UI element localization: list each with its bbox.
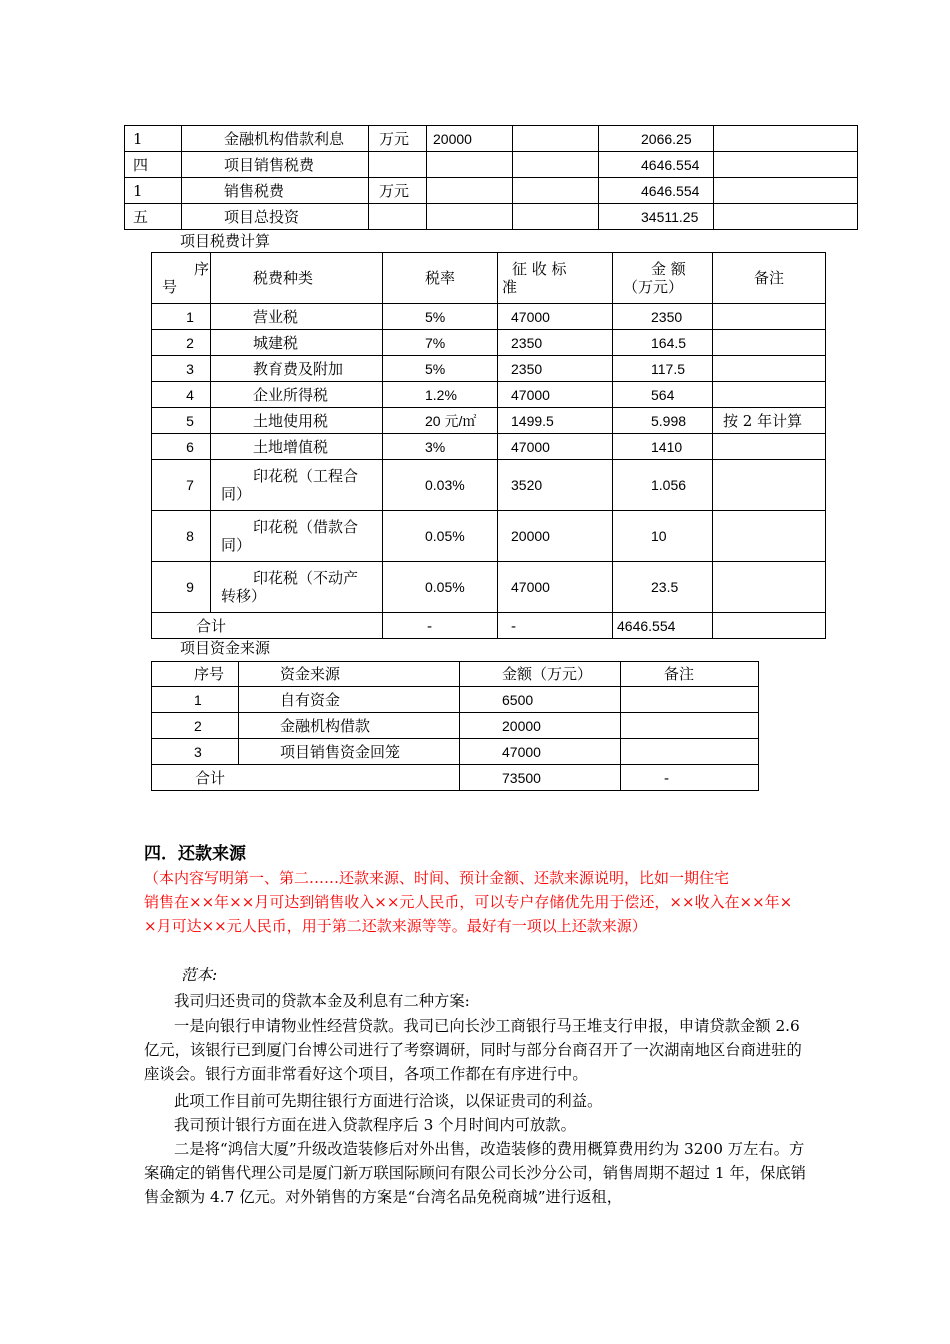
cell-note: 按 2 年计算	[713, 408, 826, 434]
cell-kind: 土地使用税	[211, 408, 383, 434]
table-cell	[513, 204, 599, 230]
cell-kind: 土地增值税	[211, 434, 383, 460]
table-cell	[513, 178, 599, 204]
paragraph: 我司归还贵司的贷款本金及利息有二种方案:	[174, 992, 470, 1010]
cell-kind: 企业所得税	[211, 382, 383, 408]
table-row	[152, 460, 826, 511]
table-cell	[513, 126, 599, 152]
cell-seq: 1	[152, 687, 239, 713]
total-note	[713, 613, 826, 639]
cell-kind-line: 同）	[221, 536, 252, 554]
cell-seq: 4	[152, 382, 211, 408]
cell-note	[713, 330, 826, 356]
cell-kind	[211, 562, 383, 613]
cell-base: 47000	[498, 562, 613, 613]
table-row	[152, 434, 826, 460]
cell-note	[713, 460, 826, 511]
table-row	[152, 687, 759, 713]
cell-rate: 3%	[383, 434, 498, 460]
total-label: 合计	[152, 613, 383, 639]
table-row	[152, 408, 826, 434]
table-row	[125, 204, 858, 230]
table-cell	[427, 204, 513, 230]
fund-table-caption: 项目资金来源	[180, 639, 271, 657]
cell-rate: 1.2%	[383, 382, 498, 408]
table-cell	[714, 178, 858, 204]
paragraph: 我司预计银行方面在进入贷款程序后 3 个月时间内可放款。	[174, 1116, 576, 1134]
table-cell	[369, 204, 427, 230]
table-cell: 销售税费	[182, 178, 369, 204]
table-cell: 项目总投资	[182, 204, 369, 230]
cell-amount: 164.5	[613, 330, 713, 356]
cell-seq: 5	[152, 408, 211, 434]
table-cell: 项目销售税费	[182, 152, 369, 178]
cell-amount: 564	[613, 382, 713, 408]
header-amount: 金 额 （万元）	[613, 253, 713, 304]
paragraph: 二是将“鸿信大厦”升级改造装修后对外出售，改造装修的费用概算费用约为 3200 万左右。方案确定的销售代理公司是厦门新万联国际顾问有限公司长沙分公司，销售周期不超过 1 年，保底销售金额为 4.7 亿元。对外销售的方案是“台湾名品免税商城”进行返租，	[144, 1140, 806, 1206]
cell-rate: 20 元/㎡	[383, 408, 498, 434]
cell-seq: 9	[152, 562, 211, 613]
cell-base: 1499.5	[498, 408, 613, 434]
cell-rate: 0.05%	[383, 562, 498, 613]
cell-note	[621, 739, 759, 765]
cell-kind: 城建税	[211, 330, 383, 356]
total-note: -	[621, 765, 759, 791]
table-cell	[369, 152, 427, 178]
cell-kind	[211, 511, 383, 562]
cell-amount: 6500	[460, 687, 621, 713]
section-heading: 四．还款来源	[144, 844, 246, 864]
cell-seq: 3	[152, 356, 211, 382]
cell-seq: 2	[152, 330, 211, 356]
cell-note	[713, 356, 826, 382]
total-label: 合计	[152, 765, 460, 791]
cell-rate: 0.03%	[383, 460, 498, 511]
table-cell: 2066.25	[599, 126, 714, 152]
tax-table	[151, 252, 826, 639]
cell-amount: 10	[613, 511, 713, 562]
table-row	[125, 178, 858, 204]
cell-amount: 23.5	[613, 562, 713, 613]
section-instruction	[144, 866, 824, 938]
table-cell: 万元	[369, 126, 427, 152]
cell-rate: 5%	[383, 304, 498, 330]
cell-seq: 8	[152, 511, 211, 562]
table-cell: 五	[125, 204, 182, 230]
cell-note	[621, 713, 759, 739]
paragraph: 一是向银行申请物业性经营贷款。我司已向长沙工商银行马王堆支行申报，申请贷款金额 2.6 亿元，该银行已到厦门台博公司进行了考察调研，同时与部分台商召开了一次湖南地区台商进驻的座谈会。银行方面非常看好这个项目，各项工作都在有序进行中。	[144, 1017, 802, 1083]
cell-rate: 7%	[383, 330, 498, 356]
fund-table-total-row	[152, 765, 759, 791]
sample-label: 范本:	[181, 966, 218, 984]
cell-amount: 5.998	[613, 408, 713, 434]
tax-table-caption: 项目税费计算	[180, 232, 271, 250]
header-note: 备注	[621, 662, 759, 687]
fund-table-header	[152, 662, 759, 687]
cell-base: 47000	[498, 434, 613, 460]
total-amount: 73500	[460, 765, 621, 791]
fund-table	[151, 661, 759, 791]
cell-rate: 0.05%	[383, 511, 498, 562]
cell-source: 自有资金	[239, 687, 460, 713]
cell-amount: 117.5	[613, 356, 713, 382]
cell-kind-line: 印花税（不动产	[253, 569, 359, 587]
table-row	[152, 713, 759, 739]
tax-table-total-row	[152, 613, 826, 639]
table-row	[125, 152, 858, 178]
cell-kind-line: 印花税（借款合	[253, 518, 359, 536]
instruction-line: ×月可达××元人民币，用于第二还款来源等等。最好有一项以上还款来源）	[144, 917, 647, 935]
table-cell: 34511.25	[599, 204, 714, 230]
cell-kind-line: 同）	[221, 485, 252, 503]
header-kind: 税费种类	[211, 253, 383, 304]
total-base: -	[498, 613, 613, 639]
cell-source: 金融机构借款	[239, 713, 460, 739]
table-cell: 1	[125, 126, 182, 152]
table-row	[152, 739, 759, 765]
table-cell: 万元	[369, 178, 427, 204]
header-amount: 金额（万元）	[460, 662, 621, 687]
cell-note	[713, 434, 826, 460]
cell-base: 47000	[498, 382, 613, 408]
cell-kind: 营业税	[211, 304, 383, 330]
cell-amount: 20000	[460, 713, 621, 739]
table-row	[152, 304, 826, 330]
table-cell	[714, 152, 858, 178]
table-cell: 四	[125, 152, 182, 178]
cell-note	[713, 562, 826, 613]
cell-seq: 6	[152, 434, 211, 460]
cell-seq: 3	[152, 739, 239, 765]
cell-seq: 2	[152, 713, 239, 739]
cell-source: 项目销售资金回笼	[239, 739, 460, 765]
table-cell	[427, 178, 513, 204]
cell-base: 3520	[498, 460, 613, 511]
paragraph: 此项工作目前可先期往银行方面进行洽谈，以保证贵司的利益。	[174, 1092, 603, 1110]
table-cell: 1	[125, 178, 182, 204]
header-seq: 序号	[152, 662, 239, 687]
cell-note	[713, 382, 826, 408]
cell-amount: 47000	[460, 739, 621, 765]
cell-rate: 5%	[383, 356, 498, 382]
header-note: 备注	[713, 253, 826, 304]
instruction-line: 销售在××年××月可达到销售收入××元人民币，可以专户存储优先用于偿还，××收入在××年×	[144, 893, 793, 911]
cell-amount: 1.056	[613, 460, 713, 511]
cell-base: 47000	[498, 304, 613, 330]
table-row	[152, 562, 826, 613]
header-seq: 序 号	[152, 253, 211, 304]
cell-kind	[211, 460, 383, 511]
cell-base: 2350	[498, 330, 613, 356]
table-row	[152, 382, 826, 408]
table-row	[152, 330, 826, 356]
header-rate: 税率	[383, 253, 498, 304]
cell-kind-line: 印花税（工程合	[253, 467, 359, 485]
cell-note	[621, 687, 759, 713]
table-cell: 20000	[427, 126, 513, 152]
cell-base: 20000	[498, 511, 613, 562]
table-cell	[513, 152, 599, 178]
header-source: 资金来源	[239, 662, 460, 687]
table-row	[152, 511, 826, 562]
header-base: 征 收 标 准	[498, 253, 613, 304]
cell-seq: 7	[152, 460, 211, 511]
table-cell: 金融机构借款利息	[182, 126, 369, 152]
total-amount: 4646.554	[613, 613, 713, 639]
table-cell: 4646.554	[599, 178, 714, 204]
cell-amount: 2350	[613, 304, 713, 330]
table-row	[152, 356, 826, 382]
cell-kind: 教育费及附加	[211, 356, 383, 382]
cell-kind-line: 转移）	[221, 587, 267, 605]
cell-amount: 1410	[613, 434, 713, 460]
instruction-line: （本内容写明第一、第二……还款来源、时间、预计金额、还款来源说明，比如一期住宅	[144, 869, 730, 887]
tax-table-header	[152, 253, 826, 304]
investment-table	[124, 125, 858, 230]
table-cell	[714, 126, 858, 152]
table-row	[125, 126, 858, 152]
cell-base: 2350	[498, 356, 613, 382]
cell-note	[713, 304, 826, 330]
table-cell: 4646.554	[599, 152, 714, 178]
table-cell	[427, 152, 513, 178]
total-rate: -	[383, 613, 498, 639]
cell-seq: 1	[152, 304, 211, 330]
cell-note	[713, 511, 826, 562]
table-cell	[714, 204, 858, 230]
